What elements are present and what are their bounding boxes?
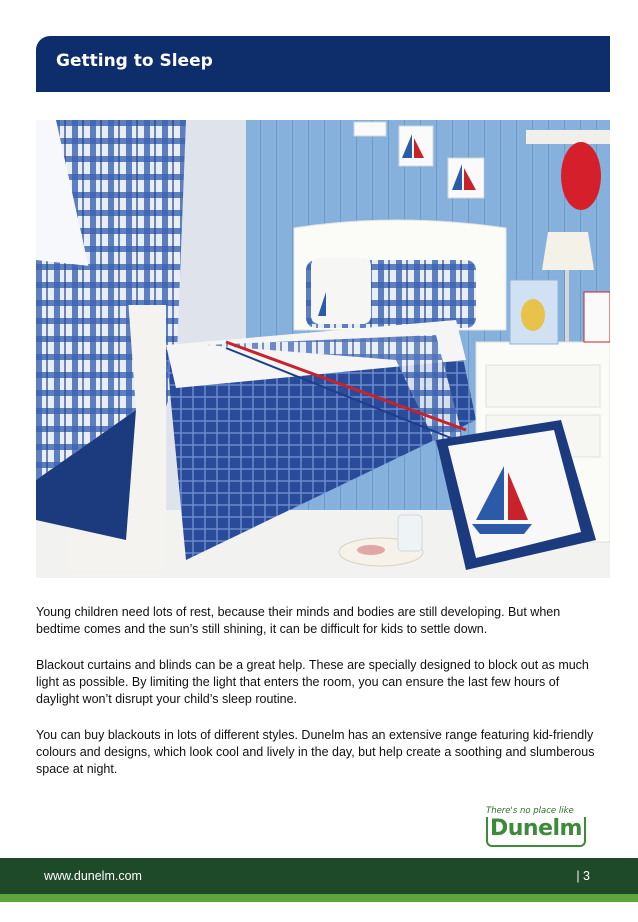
- page-title: Getting to Sleep: [56, 51, 213, 71]
- paragraph-styles: You can buy blackouts in lots of different styles. Dunelm has an extensive range featuring kid-friendly colours and designs, which look cool and lively in the day, but help create a soothing and slumberous space at night.: [36, 728, 595, 776]
- page-footer: [0, 858, 638, 894]
- dunelm-logo: [484, 806, 594, 850]
- footer-url[interactable]: www.dunelm.com: [44, 869, 142, 883]
- logo-tagline: There's no place like: [486, 806, 574, 816]
- bedroom-photo: [36, 120, 610, 578]
- page-number: | 3: [576, 869, 590, 883]
- paragraph-blackout: Blackout curtains and blinds can be a great help. These are specially designed to block out as much light as possible. By limiting the light that enters the room, you can ensure the last few hours of daylight won’t disrupt your child’s sleep routine.: [36, 658, 589, 706]
- page-header: [36, 36, 610, 92]
- logo-brand: Dunelm: [490, 816, 582, 841]
- paragraph-rest: Young children need lots of rest, because their minds and bodies are still developing. But when bedtime comes and the sun’s still shining, it can be difficult for kids to settle down.: [36, 605, 561, 636]
- footer-stripe: [0, 894, 638, 902]
